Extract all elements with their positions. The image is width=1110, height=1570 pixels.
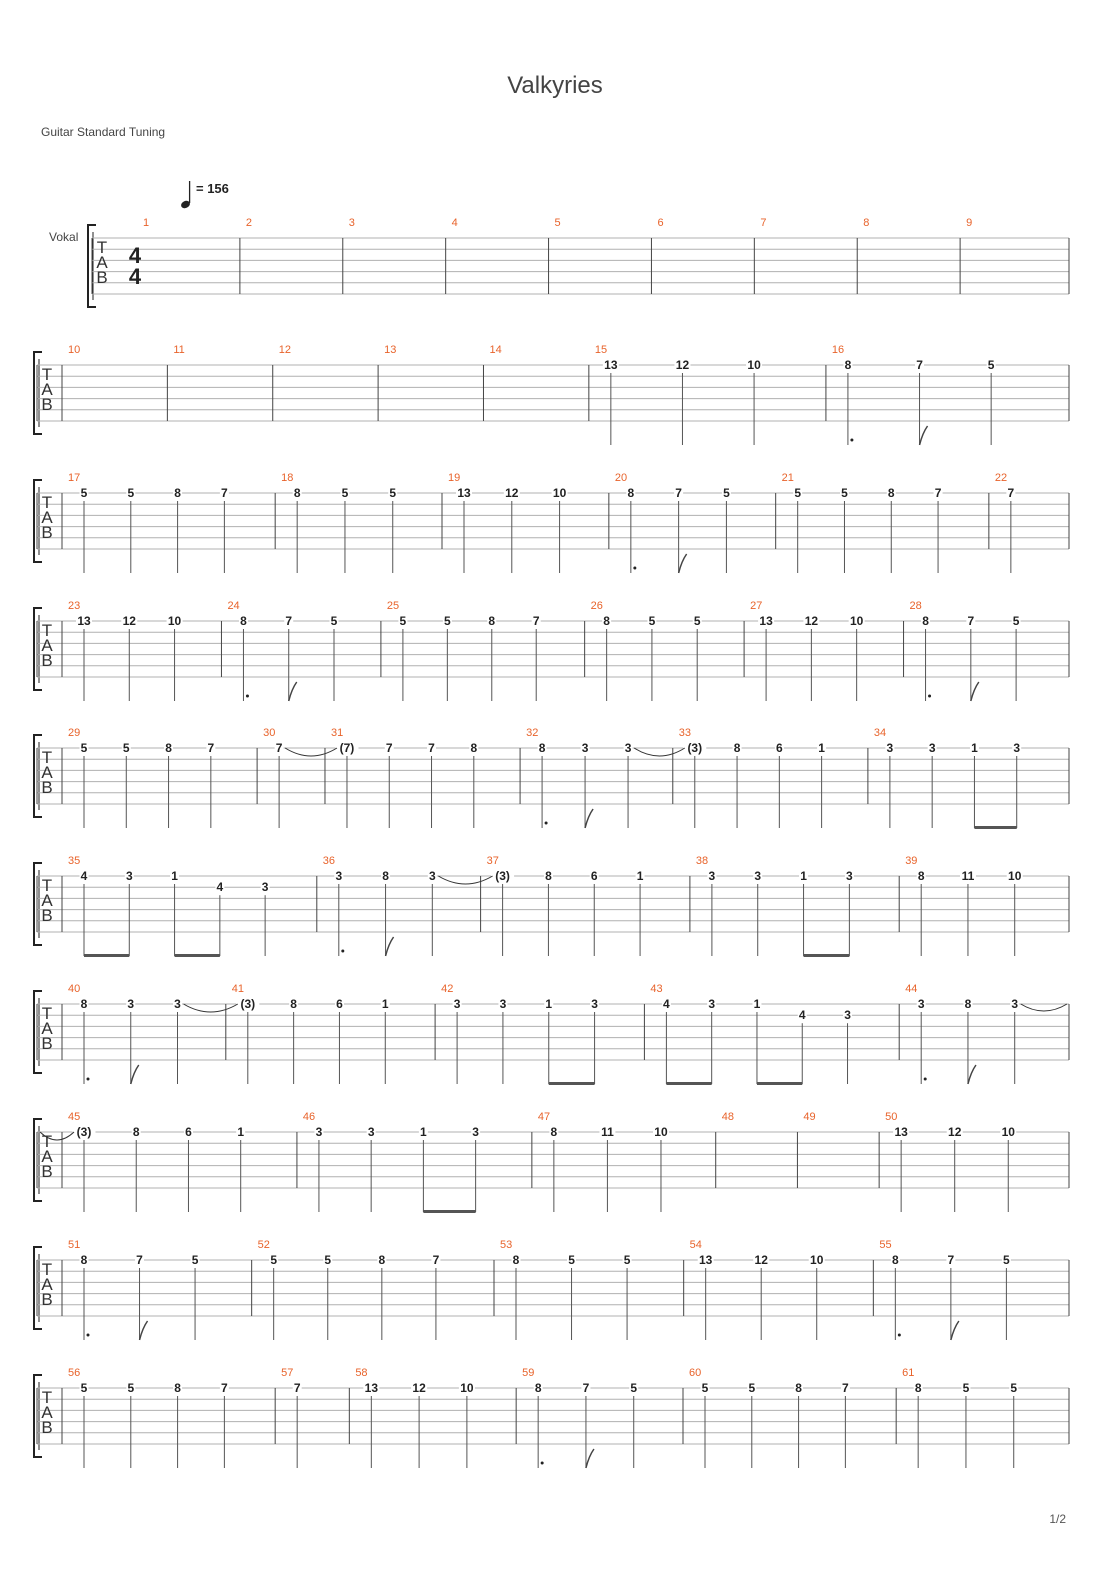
fret-number: 3	[917, 997, 925, 1011]
fret-number: 7	[967, 614, 975, 628]
fret-number: 7	[221, 1381, 228, 1395]
fret-number: 5	[122, 741, 130, 755]
fret-number: 12	[804, 614, 819, 628]
fret-number: 12	[505, 486, 519, 500]
fret-number: 5	[1010, 1381, 1018, 1395]
fret-number: 5	[399, 614, 407, 628]
fret-number: 5	[127, 1381, 135, 1395]
measure-number: 41	[231, 983, 245, 995]
fret-number: 6	[590, 869, 598, 883]
note-flag	[586, 1449, 594, 1468]
fret-number: 5	[191, 1253, 199, 1267]
tab-clef-letter: B	[41, 1418, 53, 1437]
measure-number: 5	[554, 217, 561, 229]
note-flag	[585, 809, 593, 828]
fret-number: 5	[748, 1381, 756, 1395]
measure-number: 48	[721, 1111, 734, 1123]
fret-number: 8	[887, 486, 895, 500]
note-flag	[140, 1321, 148, 1340]
note-beam	[423, 1210, 475, 1213]
fret-number: 3	[261, 880, 269, 895]
measure-number: 16	[831, 344, 845, 356]
note-dot	[850, 439, 853, 442]
measure-number: 51	[68, 1239, 81, 1251]
fret-number: 3	[125, 869, 133, 883]
tie-arc	[285, 748, 337, 756]
fret-number: 3	[928, 741, 936, 755]
tab-clef-letter: B	[41, 906, 53, 925]
note-flag	[971, 682, 979, 701]
measure-number: 26	[590, 600, 603, 612]
fret-number: 12	[948, 1125, 962, 1139]
fret-number: 5	[648, 614, 656, 628]
fret-number: 4	[663, 997, 670, 1011]
measure-number: 57	[281, 1367, 294, 1379]
fret-number: 8	[627, 486, 635, 500]
measure-number: 25	[386, 600, 400, 612]
tie-arc	[438, 876, 492, 884]
fret-number: 8	[382, 869, 389, 883]
measure-number: 20	[614, 472, 628, 484]
tab-clef-letter: A	[41, 1019, 53, 1038]
fret-number: (7)	[339, 741, 355, 755]
fret-number: 8	[534, 1381, 542, 1395]
measure-number: 14	[489, 344, 502, 356]
fret-number: 1	[237, 1125, 245, 1139]
fret-number: 5	[794, 486, 802, 500]
fret-number: 8	[293, 486, 301, 500]
tie-arc	[634, 748, 685, 756]
fret-number: 8	[512, 1253, 520, 1267]
fret-number: 3	[453, 997, 461, 1011]
tab-clef-letter: B	[41, 778, 53, 797]
fret-number: 4	[798, 1008, 806, 1023]
fret-number: 3	[127, 997, 135, 1011]
fret-number: 5	[80, 486, 88, 500]
tab-clef-letter: B	[41, 395, 53, 414]
note-dot	[541, 1462, 544, 1465]
note-dot	[633, 567, 636, 570]
fret-number: 13	[77, 614, 91, 628]
tab-clef-letter: A	[41, 508, 53, 527]
measure-number: 10	[68, 344, 81, 356]
measure-number: 24	[227, 600, 240, 612]
fret-number: 1	[800, 869, 807, 883]
fret-number: 10	[654, 1125, 668, 1139]
measure-number: 40	[68, 983, 81, 995]
measure-number: 55	[879, 1239, 892, 1251]
fret-number: 12	[754, 1253, 768, 1267]
fret-number: 7	[136, 1253, 143, 1267]
fret-number: 8	[922, 614, 929, 628]
fret-number: 10	[747, 358, 761, 372]
note-flag	[968, 1065, 976, 1084]
note-dot	[928, 695, 931, 698]
fret-number: 1	[420, 1125, 427, 1139]
fret-number: 8	[290, 997, 297, 1011]
fret-number: 5	[324, 1253, 332, 1267]
measure-number: 34	[873, 727, 887, 739]
fret-number: 7	[293, 1381, 301, 1395]
fret-number: 8	[795, 1381, 802, 1395]
fret-number: (3)	[687, 741, 703, 755]
fret-number: 8	[174, 1381, 181, 1395]
fret-number: 3	[174, 997, 181, 1011]
fret-number: 3	[624, 741, 632, 755]
fret-number: 13	[759, 614, 773, 628]
measure-number: 32	[526, 727, 539, 739]
fret-number: 10	[1001, 1125, 1015, 1139]
fret-number: 3	[1011, 997, 1019, 1011]
tempo-value: = 156	[196, 181, 229, 196]
fret-number: 7	[582, 1381, 590, 1395]
measure-number: 1	[143, 217, 150, 229]
tab-clef-letter: T	[41, 1260, 53, 1279]
tab-clef-letter: T	[96, 238, 108, 257]
fret-number: 5	[962, 1381, 970, 1395]
fret-number: 8	[165, 741, 172, 755]
fret-number: 11	[961, 869, 975, 883]
fret-number: 3	[335, 869, 343, 883]
tab-clef-letter: B	[41, 1162, 53, 1181]
fret-number: 7	[275, 741, 283, 755]
fret-number: 7	[285, 614, 293, 628]
fret-number: 5	[80, 741, 88, 755]
measure-number: 6	[657, 217, 664, 229]
fret-number: 5	[270, 1253, 278, 1267]
fret-number: 11	[601, 1125, 614, 1139]
measure-number: 2	[245, 217, 253, 229]
fret-number: 3	[846, 869, 853, 883]
measure-number: 52	[257, 1239, 270, 1251]
fret-number: 8	[550, 1125, 558, 1139]
measure-number: 47	[537, 1111, 551, 1123]
tab-clef-letter: T	[41, 493, 53, 512]
tie-arc	[1021, 1004, 1067, 1011]
fret-number: 1	[171, 869, 178, 883]
fret-number: 13	[604, 358, 618, 372]
fret-number: 6	[775, 741, 783, 755]
fret-number: (3)	[240, 997, 256, 1011]
fret-number: 10	[167, 614, 182, 628]
fret-number: 3	[708, 869, 716, 883]
tab-clef-letter: T	[41, 1132, 53, 1151]
fret-number: 1	[753, 997, 761, 1011]
measure-number: 28	[909, 600, 922, 612]
fret-number: 8	[538, 741, 546, 755]
fret-number: 8	[733, 741, 741, 755]
fret-number: 3	[844, 1008, 851, 1023]
fret-number: 8	[914, 1381, 922, 1395]
fret-number: 5	[443, 614, 451, 628]
measure-number: 29	[68, 727, 81, 739]
measure-number: 23	[68, 600, 81, 612]
measure-number: 4	[451, 217, 458, 229]
fret-number: 7	[675, 486, 682, 500]
page-number: 1/2	[1049, 1512, 1066, 1526]
note-dot	[341, 950, 344, 953]
tie-arc	[184, 1004, 238, 1012]
note-flag	[920, 426, 928, 445]
fret-number: 8	[80, 997, 88, 1011]
fret-number: 3	[591, 997, 598, 1011]
fret-number: 5	[623, 1253, 631, 1267]
fret-number: 6	[185, 1125, 192, 1139]
measure-number: 37	[486, 855, 499, 867]
fret-number: 5	[80, 1381, 88, 1395]
measure-number: 60	[688, 1367, 702, 1379]
measure-number: 31	[330, 727, 344, 739]
fret-number: 4	[216, 880, 224, 895]
fret-number: 8	[174, 486, 181, 500]
measure-number: 12	[278, 344, 291, 356]
fret-number: 1	[818, 741, 825, 755]
measure-number: 19	[448, 472, 461, 484]
measure-number: 44	[905, 983, 918, 995]
fret-number: 10	[849, 614, 864, 628]
note-flag	[679, 554, 687, 573]
fret-number: 5	[568, 1253, 575, 1267]
tab-clef-letter: A	[41, 1275, 53, 1294]
fret-number: 5	[1012, 614, 1020, 628]
fret-number: 13	[698, 1253, 713, 1267]
fret-number: 8	[240, 614, 247, 628]
fret-number: 3	[1013, 741, 1021, 755]
track-name: Vokal	[49, 230, 79, 244]
fret-number: 5	[330, 614, 338, 628]
fret-number: 6	[336, 997, 343, 1011]
measure-number: 8	[863, 217, 870, 229]
fret-number: 3	[499, 997, 507, 1011]
tab-clef-letter: A	[41, 891, 53, 910]
fret-number: 5	[723, 486, 730, 500]
measure-number: 46	[302, 1111, 316, 1123]
fret-number: 5	[630, 1381, 638, 1395]
fret-number: 3	[367, 1125, 375, 1139]
tab-clef-letter: T	[41, 748, 53, 767]
fret-number: 1	[381, 997, 389, 1011]
fret-number: 3	[754, 869, 762, 883]
fret-number: 1	[971, 741, 978, 755]
note-dot	[87, 1078, 90, 1081]
fret-number: 1	[636, 869, 644, 883]
measure-number: 18	[281, 472, 294, 484]
tab-clef-letter: T	[41, 621, 53, 640]
measure-number: 36	[322, 855, 336, 867]
fret-number: 12	[412, 1381, 426, 1395]
fret-number: 7	[428, 741, 435, 755]
measure-number: 17	[68, 472, 81, 484]
measure-number: 50	[885, 1111, 898, 1123]
fret-number: 3	[886, 741, 894, 755]
fret-number: 1	[545, 997, 553, 1011]
fret-number: 13	[457, 486, 471, 500]
fret-number: 7	[221, 486, 228, 500]
tab-clef-letter: A	[96, 253, 108, 272]
tab-clef-letter: B	[41, 1034, 53, 1053]
measure-number: 61	[902, 1367, 915, 1379]
tab-clef-letter: B	[41, 523, 53, 542]
measure-number: 45	[68, 1111, 81, 1123]
measure-number: 9	[966, 217, 973, 229]
fret-number: 8	[80, 1253, 88, 1267]
fret-number: 4	[80, 869, 88, 883]
tab-clef-letter: A	[41, 763, 53, 782]
fret-number: 5	[1003, 1253, 1010, 1267]
measure-number: 11	[173, 344, 185, 356]
note-beam	[84, 954, 129, 957]
fret-number: 5	[693, 614, 701, 628]
fret-number: 7	[934, 486, 942, 500]
fret-number: 3	[315, 1125, 323, 1139]
tab-clef-letter: T	[41, 365, 53, 384]
measure-number: 39	[905, 855, 918, 867]
fret-number: (3)	[495, 869, 510, 883]
fret-number: 10	[810, 1253, 824, 1267]
fret-number: 5	[841, 486, 848, 500]
measure-number: 30	[263, 727, 276, 739]
measure-number: 58	[355, 1367, 368, 1379]
measure-number: 35	[68, 855, 81, 867]
fret-number: 8	[964, 997, 972, 1011]
fret-number: 5	[701, 1381, 709, 1395]
note-beam	[974, 826, 1016, 829]
tab-clef-letter: A	[41, 636, 53, 655]
fret-number: 13	[364, 1381, 379, 1395]
tab-clef-letter: T	[41, 1004, 53, 1023]
note-dot	[246, 695, 249, 698]
note-beam	[175, 954, 220, 957]
song-title: Valkyries	[507, 72, 603, 99]
note-dot	[545, 822, 548, 825]
tab-clef-letter: A	[41, 1147, 53, 1166]
measure-number: 21	[781, 472, 794, 484]
fret-number: 7	[385, 741, 393, 755]
tab-clef-letter: B	[41, 1290, 53, 1309]
fret-number: 7	[207, 741, 215, 755]
fret-number: 8	[844, 358, 852, 372]
note-dot	[87, 1334, 90, 1337]
fret-number: 8	[603, 614, 610, 628]
measure-number: 43	[650, 983, 663, 995]
time-signature-top: 4	[128, 243, 142, 268]
measure-number: 15	[594, 344, 608, 356]
fret-number: 12	[122, 614, 136, 628]
note-beam	[549, 1082, 595, 1085]
fret-number: 5	[341, 486, 349, 500]
fret-number: 3	[472, 1125, 479, 1139]
fret-number: 12	[675, 358, 690, 372]
note-flag	[386, 937, 394, 956]
measure-number: 3	[348, 217, 355, 229]
fret-number: 8	[378, 1253, 386, 1267]
fret-number: 7	[532, 614, 540, 628]
measure-number: 59	[522, 1367, 535, 1379]
fret-number: 10	[552, 486, 567, 500]
fret-number: 10	[1008, 869, 1022, 883]
tab-clef-letter: T	[41, 1388, 53, 1407]
measure-number: 56	[68, 1367, 81, 1379]
fret-number: 8	[132, 1125, 140, 1139]
fret-number: 3	[708, 997, 716, 1011]
fret-number: 7	[432, 1253, 440, 1267]
fret-number: 7	[916, 358, 923, 372]
fret-number: (3)	[76, 1125, 92, 1139]
tab-clef-letter: A	[41, 380, 53, 399]
measure-number: 22	[994, 472, 1008, 484]
note-beam	[804, 954, 850, 957]
tab-clef-letter: B	[41, 651, 53, 670]
fret-number: 8	[470, 741, 478, 755]
note-dot	[898, 1334, 901, 1337]
fret-number: 8	[488, 614, 496, 628]
note-dot	[924, 1078, 927, 1081]
fret-number: 3	[428, 869, 436, 883]
note-beam	[666, 1082, 711, 1085]
measure-number: 49	[803, 1111, 816, 1123]
fret-number: 13	[894, 1125, 908, 1139]
fret-number: 10	[460, 1381, 474, 1395]
measure-number: 33	[678, 727, 692, 739]
tab-clef-letter: B	[96, 268, 108, 287]
note-flag	[951, 1321, 959, 1340]
note-flag	[289, 682, 297, 701]
fret-number: 8	[917, 869, 925, 883]
fret-number: 7	[1007, 486, 1015, 500]
measure-number: 13	[384, 344, 397, 356]
fret-number: 8	[545, 869, 552, 883]
measure-number: 54	[689, 1239, 702, 1251]
fret-number: 7	[947, 1253, 955, 1267]
time-signature-bottom: 4	[128, 264, 142, 289]
note-beam	[757, 1082, 802, 1085]
tab-clef-letter: A	[41, 1403, 53, 1422]
fret-number: 8	[891, 1253, 899, 1267]
note-flag	[131, 1065, 139, 1084]
tuning-label: Guitar Standard Tuning	[41, 125, 166, 139]
measure-number: 53	[500, 1239, 513, 1251]
fret-number: 7	[842, 1381, 849, 1395]
measure-number: 7	[760, 217, 767, 229]
measure-number: 42	[441, 983, 454, 995]
fret-number: 5	[127, 486, 135, 500]
fret-number: 5	[987, 358, 995, 372]
measure-number: 38	[695, 855, 709, 867]
fret-number: 3	[581, 741, 589, 755]
measure-number: 27	[750, 600, 763, 612]
fret-number: 5	[389, 486, 397, 500]
tab-clef-letter: T	[41, 876, 53, 895]
